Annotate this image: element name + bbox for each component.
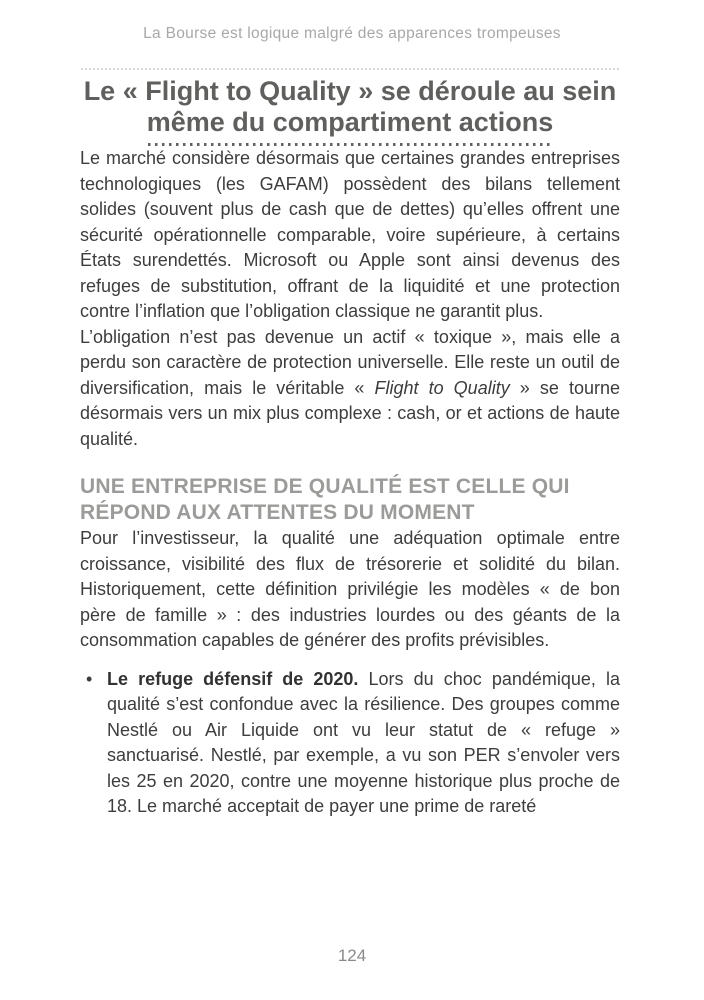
- paragraph-obligation: [80, 325, 620, 453]
- bullet-lead-bold: Le refuge défensif de 2020.: [107, 668, 359, 689]
- bullet-text: [107, 667, 620, 820]
- title-top-dotted-rule: [81, 68, 619, 70]
- chapter-title: [80, 76, 620, 138]
- chapter-title-line-2: même du compartiment actions: [146, 107, 554, 137]
- section-heading-line-1: UNE ENTREPRISE DE QUALITÉ EST CELLE QUI: [80, 475, 570, 498]
- flight-to-quality-italic: Flight to Quality: [374, 377, 510, 398]
- chapter-title-line-1: Le « Flight to Quality » se déroule au sein: [83, 76, 617, 106]
- paragraph-investor-quality: Pour l’investisseur, la qualité une adéquation optimale entre croissance, visibilité des flux de trésorerie et solidité du bilan. Historiquement, cette définition privilégie les modèles « de bon père de famille » : des industries lourdes ou des géants de la consommation capables de générer des profits prévisibles.: [80, 528, 620, 650]
- running-header: La Bourse est logique malgré des apparences trompeuses: [143, 25, 561, 42]
- paragraph-obligation-text-after: » se tourne désormais vers un mix plus complexe : cash, or et actions de haute qualité.: [80, 377, 620, 449]
- bullet-item-refuge-2020: [80, 667, 620, 820]
- paragraph-market-considers: Le marché considère désormais que certaines grandes entreprises technologiques (les GAFAM) possèdent des bilans tellement solides (souvent plus de cash que de dettes) qu’elles offrent une sécurité opérationnelle comparable, voire supérieure, à certains États surendettés. Microsoft ou Apple sont ainsi devenus des refuges de substitution, offrant de la liquidité et une protection contre l’inflation que l’obligation classique ne garantit plus.: [80, 148, 620, 321]
- page-number: 124: [337, 946, 367, 965]
- section-heading: [80, 474, 620, 526]
- bullet-icon: •: [86, 668, 93, 689]
- paragraph-obligation-text-before: L’obligation n’est pas devenue un actif « toxique », mais elle a perdu son caractère de protection universelle. Elle reste un outil de diversification, mais le véritable «: [80, 326, 620, 398]
- page-content: [0, 68, 704, 820]
- bullet-body-text: Lors du choc pandémique, la qualité s’est confondue avec la résilience. Des groupes comme Nestlé ou Air Liquide ont vu leur statut de « refuge » sanctuarisé. Nestlé, par exemple, a vu son PER s’envoler vers les 25 en 2020, contre une moyenne historique plus proche de 18. Le marché acceptait de payer une prime de rareté: [107, 668, 620, 816]
- section-heading-line-2: RÉPOND AUX ATTENTES DU MOMENT: [80, 501, 475, 524]
